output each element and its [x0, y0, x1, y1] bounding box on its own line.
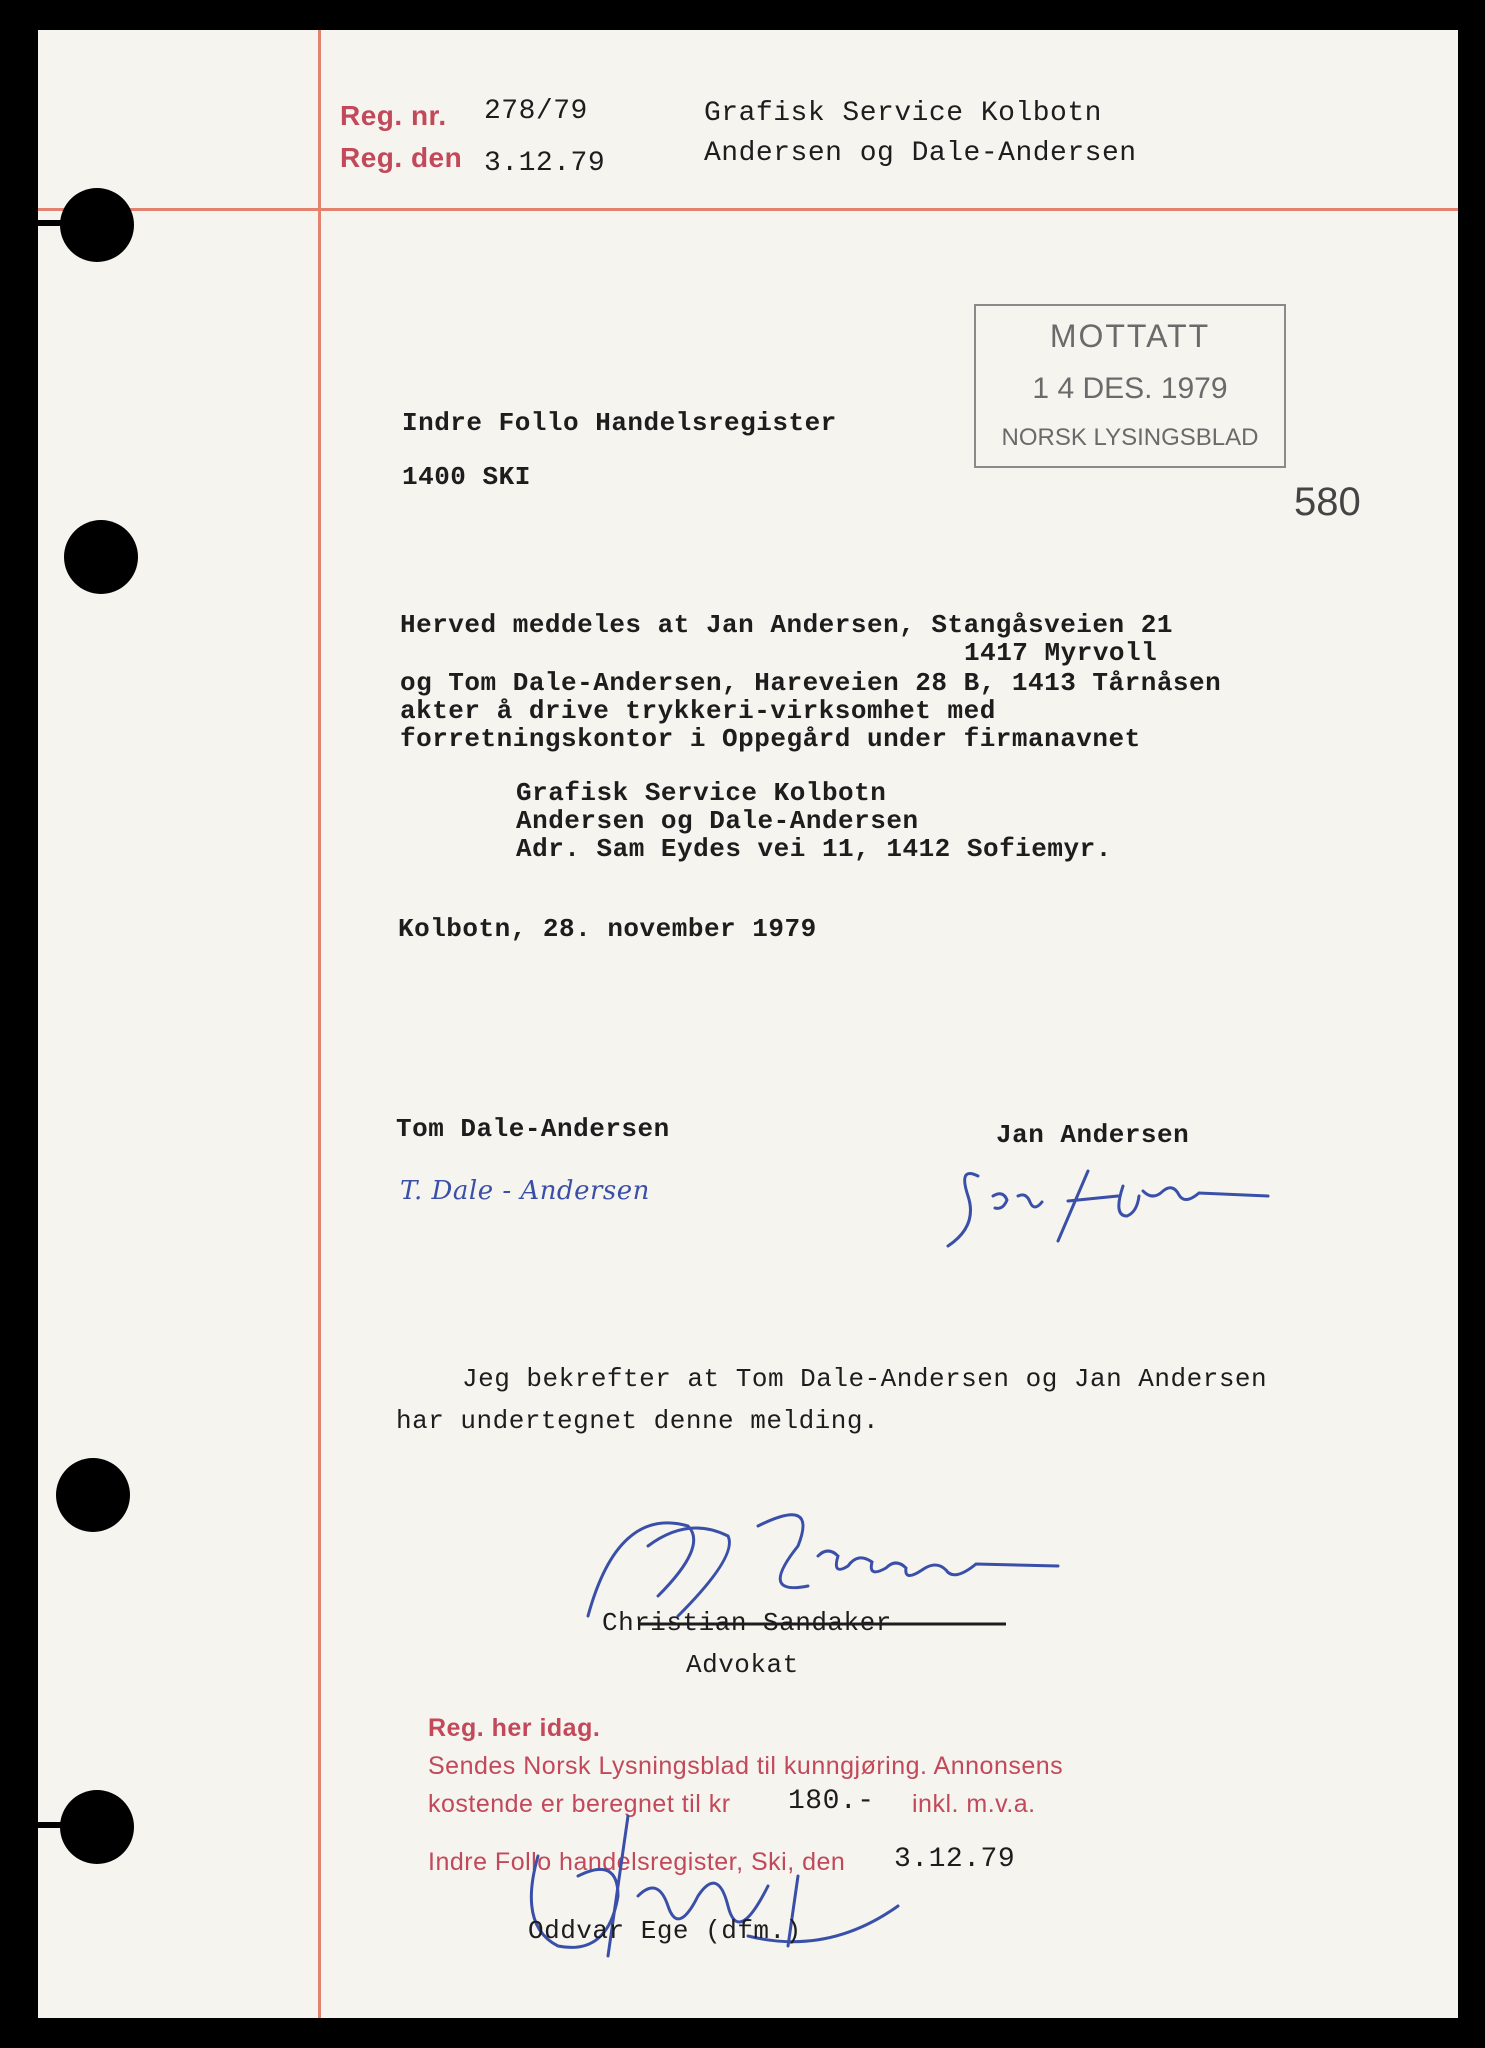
body-line3: og Tom Dale-Andersen, Hareveien 28 B, 1413 Tårnåsen: [400, 668, 1222, 698]
signer-name: Christian Sandaker: [602, 1608, 892, 1638]
punch-hole: [60, 1790, 134, 1864]
reg-stamp-line3b: inkl. m.v.a.: [912, 1790, 1036, 1818]
page-number: 580: [1294, 480, 1361, 524]
document-page: [38, 30, 1458, 2018]
right-handwritten-signature: [938, 1156, 1338, 1256]
body-line1: Herved meddeles at Jan Andersen, Stangåsveien 21: [400, 610, 1173, 640]
body-firm3: Adr. Sam Eydes vei 11, 1412 Sofiemyr.: [516, 834, 1112, 864]
reg-stamp-date: 3.12.79: [894, 1844, 1016, 1875]
body-firm1: Grafisk Service Kolbotn: [516, 778, 887, 808]
right-signer-name: Jan Andersen: [996, 1120, 1190, 1150]
reg-stamp-line1: Reg. her idag.: [428, 1714, 601, 1742]
stamp-date: 1 4 DES. 1979: [1032, 372, 1228, 405]
punch-hole: [60, 188, 134, 262]
left-handwritten-signature: T. Dale - Andersen: [400, 1176, 650, 1206]
stamp-line1: MOTTATT: [1049, 318, 1211, 354]
officer-name: Oddvar Ege (dfm.): [528, 1916, 802, 1946]
signer-title: Advokat: [686, 1650, 799, 1680]
punch-hole: [56, 1458, 130, 1532]
body-line2: 1417 Myrvoll: [964, 638, 1158, 668]
reg-nr-value: 278/79: [484, 96, 588, 127]
officer-signature: [498, 1776, 918, 1976]
body-line5: forretningskontor i Oppegård under firmanavnet: [400, 724, 1141, 754]
header-firm-line1: Grafisk Service Kolbotn: [704, 98, 1102, 129]
confirmation-line1: Jeg bekrefter at Tom Dale-Andersen og Jan Andersen: [462, 1364, 1268, 1394]
body-firm2: Andersen og Dale-Andersen: [516, 806, 919, 836]
recipient-name: Indre Follo Handelsregister: [402, 408, 837, 438]
recipient-city: 1400 SKI: [402, 462, 531, 492]
reg-den-value: 3.12.79: [484, 148, 606, 179]
reg-stamp-line3a: kostende er beregnet til kr: [428, 1790, 731, 1818]
body-line4: akter å drive trykkeri-virksomhet med: [400, 696, 996, 726]
reg-den-label: Reg. den: [340, 142, 463, 173]
margin-line-horizontal: [38, 208, 1458, 211]
reg-nr-label: Reg. nr.: [340, 100, 447, 131]
reg-stamp-amount: 180.-: [788, 1786, 875, 1817]
confirmation-line2: har undertegnet denne melding.: [396, 1406, 880, 1436]
place-date: Kolbotn, 28. november 1979: [398, 914, 817, 944]
stamp-line3: NORSK LYSINGSBLAD: [1001, 424, 1259, 451]
reg-stamp-line4: Indre Follo handelsregister, Ski, den: [428, 1848, 846, 1876]
reg-stamp-line2: Sendes Norsk Lysningsblad til kunngjøring. Annonsens: [428, 1752, 1064, 1780]
received-stamp: [974, 304, 1286, 468]
header-firm-line2: Andersen og Dale-Andersen: [704, 138, 1137, 169]
margin-line-vertical: [318, 30, 321, 2018]
left-signer-name: Tom Dale-Andersen: [396, 1114, 670, 1144]
punch-hole: [64, 520, 138, 594]
